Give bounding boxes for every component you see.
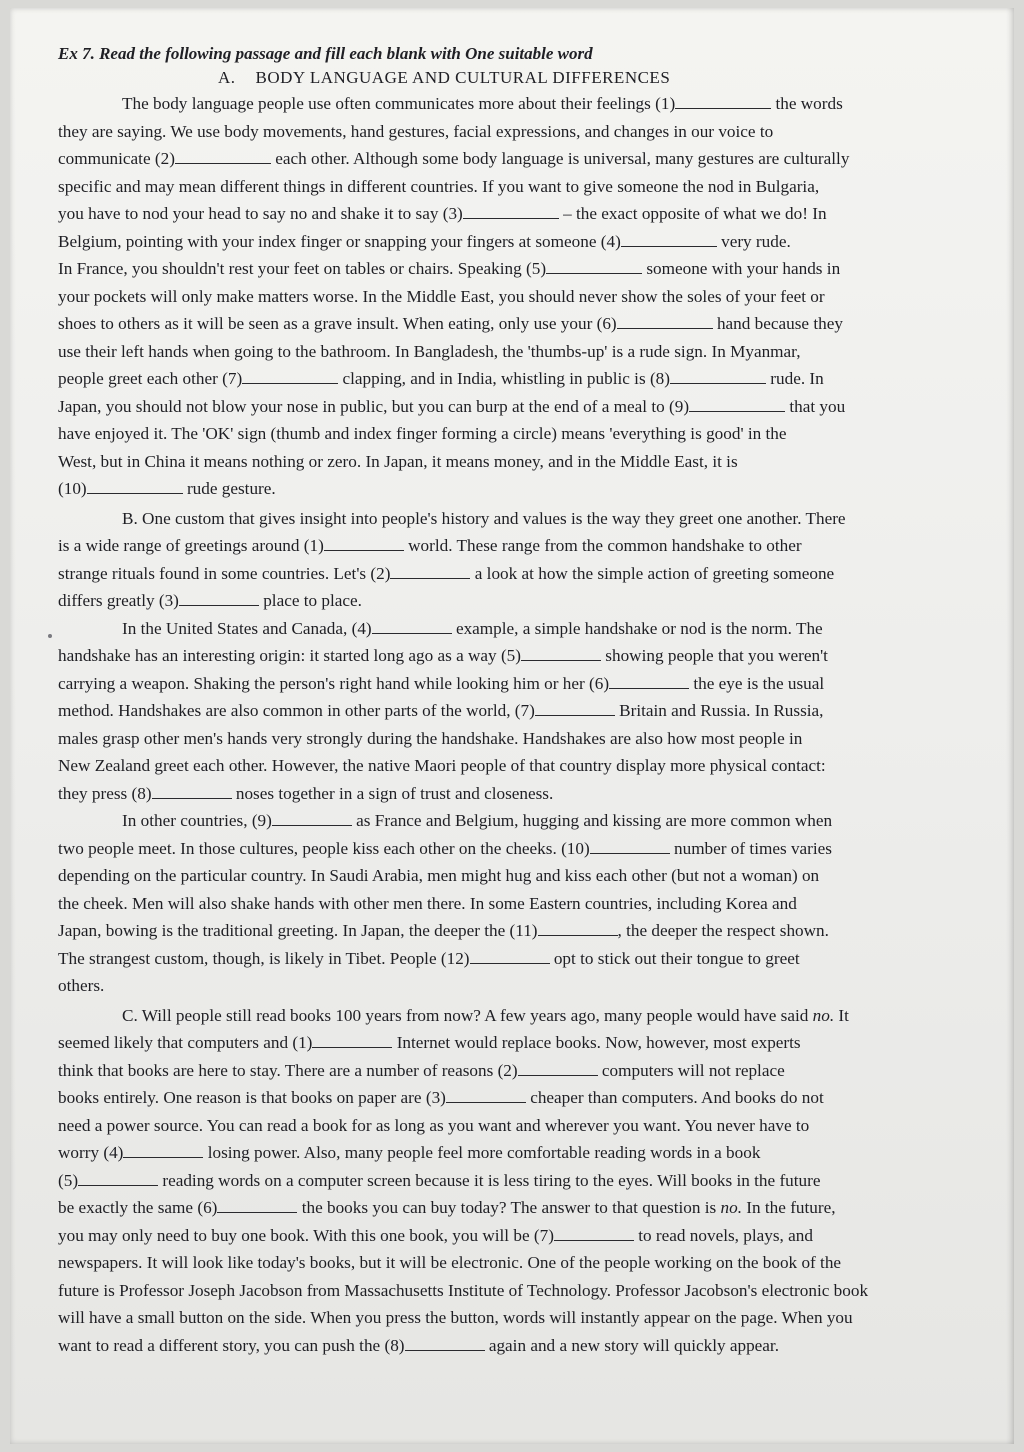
passage-line [58,615,998,643]
passage-line [58,890,998,918]
passage-text: the eye is the usual [689,673,825,693]
passage-line [58,1304,998,1332]
passage-text: cheaper than computers. And books do not [525,1088,824,1107]
fill-in-blank[interactable] [470,949,550,964]
passage-line [58,780,998,808]
passage-text: differs greatly [58,591,159,610]
passage-text: to read novels, plays, and [633,1225,813,1245]
fill-in-blank[interactable] [217,1198,297,1213]
passage-line [58,972,998,1000]
passage-text: someone with your hands in [642,259,841,278]
blank-number: (6) [589,673,610,693]
passage-text: rude. In [765,369,824,388]
passage-line [58,642,998,670]
fill-in-blank[interactable] [554,1226,634,1241]
fill-in-blank[interactable] [390,564,470,579]
passage-line [58,475,998,503]
fill-in-blank[interactable] [405,1336,485,1351]
passage-line [58,862,998,890]
passage-text: have enjoyed it. The 'OK' sign (thumb and index finger forming a circle) means 'everything is good' in the [58,424,787,443]
passage-text: you may only need to buy one book. With this one book, you will be [58,1225,534,1245]
passage-text: place to place. [258,591,362,610]
fill-in-blank[interactable] [372,619,452,634]
passage-text: be exactly the same [58,1198,198,1217]
passage-text: , the deeper the respect shown. [617,921,829,940]
passage-text: others. [58,976,105,995]
passage-text: New Zealand greet each other. However, the native Maori people of that country display more physical contact: [58,756,826,775]
section-c-passage [58,1002,998,1360]
passage-text: again and a new story will quickly appear. [484,1335,780,1355]
blank-number: (4) [600,231,621,251]
blank-number: (12) [440,948,470,968]
passage-text: Britain and Russia. In Russia, [614,701,824,720]
passage-line [58,1194,998,1222]
passage-text: the books you can buy today? The answer to that question is [297,1198,721,1217]
passage-line [58,393,998,421]
passage-text: is a wide range of greetings around [58,536,304,555]
fill-in-blank[interactable] [590,839,670,854]
blank-number: (7) [514,701,535,720]
blank-number: (4) [351,618,372,638]
passage-line [58,1029,998,1057]
blank-number: (2) [154,149,175,168]
passage-line [58,1002,998,1030]
blank-number: (8) [649,369,670,388]
passage-text: specific and may mean different things in different countries. If you want to give someone the nod in Bulgaria, [58,176,820,196]
passage-text: opt to stick out their tongue to greet [549,948,800,968]
passage-text: that you [785,396,846,416]
passage-text: In other countries, [122,811,252,830]
passage-line [58,90,998,118]
passage-text: B. One custom that gives insight into people's history and values is the way they greet one another. There [122,508,846,528]
blank-number: (5) [526,259,547,278]
passage-line [58,532,998,560]
passage-line [58,1249,998,1277]
passage-text: you have to nod your head to say no and shake it to say [58,204,443,223]
page-fold-shadow [1006,8,1014,1444]
fill-in-blank[interactable] [689,397,785,412]
fill-in-blank[interactable] [272,811,352,826]
section-a-passage [58,90,998,503]
passage-text: Japan, you should not blow your nose in public, but you can burp at the end of a meal to [58,396,669,416]
passage-text: a look at how the simple action of greeting someone [470,563,835,583]
passage-line [58,1277,998,1305]
blank-number: (3) [442,204,463,223]
passage-text: In France, you shouldn't rest your feet on tables or chairs. Speaking [58,259,526,278]
passage-line [58,1139,998,1167]
passage-text: The body language people use often communicates more about their feelings [122,94,656,113]
fill-in-blank[interactable] [242,369,338,384]
fill-in-blank[interactable] [463,204,559,219]
passage-text: carrying a weapon. Shaking the person's right hand while looking him or her [58,673,590,693]
passage-text: use their left hands when going to the bathroom. In Bangladesh, the 'thumbs-up' is a rude sign. In Myanmar, [58,341,801,361]
passage-line [58,1222,998,1250]
passage-line [58,310,998,338]
section-b-passage [58,505,998,1000]
blank-number: (8) [384,1335,405,1355]
blank-number: (10) [561,838,590,858]
passage-text: each other. Although some body language is universal, many gestures are culturally [270,149,850,168]
passage-text: example, a simple handshake or nod is the norm. The [451,618,823,638]
passage-line [58,1167,998,1195]
passage-text: depending on the particular country. In Saudi Arabia, men might hug and kiss each other (but not a woman) on [58,866,820,885]
blank-number: (11) [509,921,538,940]
passage-text: very rude. [716,231,791,251]
passage-text: they are saying. We use body movements, hand gestures, facial expressions, and changes in our voice to [58,121,774,141]
passage-line [58,448,998,476]
passage-text: the words [771,94,843,113]
passage-text: worry [58,1143,104,1162]
passage-line [58,365,998,393]
passage-line [58,752,998,780]
passage-line [58,917,998,945]
fill-in-blank[interactable] [609,674,689,689]
passage-text: males grasp other men's hands very strongly during the handshake. Handshakes are also how most people in [58,728,803,748]
fill-in-blank[interactable] [617,314,713,329]
passage-line [58,255,998,283]
fill-in-blank[interactable] [621,232,717,247]
section-a-title: BODY LANGUAGE AND CULTURAL DIFFERENCES [255,68,671,87]
passage-line [58,807,998,835]
passage-line [58,283,998,311]
blank-number: (6) [596,314,617,333]
section-a-heading [58,66,998,90]
passage-line [58,145,998,173]
worksheet-page [10,8,1014,1444]
passage-text: C. Will people still read books 100 years from now? A few years ago, many people would have said [122,1005,813,1025]
passage-line [58,697,998,725]
fill-in-blank[interactable] [535,701,615,716]
blank-number: (4) [103,1143,124,1162]
passage-line [58,560,998,588]
passage-text: In the future, [741,1198,836,1217]
italic-word: no. [720,1198,742,1217]
blank-number: (3) [158,591,179,610]
blank-number: (7) [222,369,243,388]
passage-line [58,1332,998,1360]
passage-text: strange rituals found in some countries. Let's [58,563,371,583]
section-a-letter: A. [218,68,236,87]
passage-text: communicate [58,149,155,168]
fill-in-blank[interactable] [175,149,271,164]
passage-line [58,1112,998,1140]
passage-text: rude gesture. [182,479,276,498]
fill-in-blank[interactable] [312,1033,392,1048]
passage-line [58,173,998,201]
blank-number: (1) [303,536,324,555]
fill-in-blank[interactable] [538,921,618,936]
fill-in-blank[interactable] [670,369,766,384]
passage-text: number of times varies [669,838,832,858]
blank-number: (2) [497,1060,518,1080]
passage-text: they press [58,783,132,803]
fill-in-blank[interactable] [518,1061,598,1076]
passage-line [58,945,998,973]
fill-in-blank[interactable] [446,1088,526,1103]
blank-number: (6) [197,1198,218,1217]
passage-text: showing people that you weren't [601,646,828,665]
worksheet-content [58,42,998,1359]
paper-mark [48,634,52,638]
exercise-title: Ex 7. Read the following passage and fill each blank with One suitable word [58,44,593,63]
passage-text: world. These range from the common handshake to other [403,536,802,555]
passage-text: want to read a different story, you can push the [58,1335,385,1355]
fill-in-blank[interactable] [546,259,642,274]
blank-number: (3) [425,1088,446,1107]
blank-number: (8) [131,783,152,803]
passage-text: Internet would replace books. Now, however, most experts [392,1033,801,1052]
passage-text: handshake has an interesting origin: it started long ago as a way [58,646,501,665]
blank-number: (9) [251,811,272,830]
blank-number: (10) [58,479,87,498]
blank-number: (2) [370,563,391,583]
passage-text: Japan, bowing is the traditional greeting. In Japan, the deeper the [58,921,510,940]
blank-number: (1) [292,1033,313,1052]
passage-text: shoes to others as it will be seen as a grave insult. When eating, only use your [58,314,597,333]
passage-text: will have a small button on the side. When you press the button, words will instantly appear on the page. When you [58,1308,853,1327]
blank-number: (1) [655,94,676,113]
passage-line [58,118,998,146]
passage-text: seemed likely that computers and [58,1033,293,1052]
passage-text: your pockets will only make matters worse. In the Middle East, you should never show the soles of your feet or [58,286,825,306]
passage-text: the cheek. Men will also shake hands with other men there. In some Eastern countries, including Korea and [58,893,797,913]
passage-text: losing power. Also, many people feel more comfortable reading words in a book [203,1143,761,1162]
fill-in-blank[interactable] [78,1171,158,1186]
fill-in-blank[interactable] [675,94,771,109]
passage-text: West, but in China it means nothing or zero. In Japan, it means money, and in the Middle East, it is [58,451,738,471]
passage-line [58,725,998,753]
passage-text: clapping, and in India, whistling in public is [338,369,650,388]
passage-text: It [834,1005,849,1025]
passage-text: noses together in a sign of trust and closeness. [231,783,554,803]
passage-text: people greet each other [58,369,223,388]
fill-in-blank[interactable] [179,591,259,606]
blank-number: (9) [669,396,690,416]
passage-text: as France and Belgium, hugging and kissing are more common when [351,811,833,830]
passage-text: In the United States and Canada, [122,618,352,638]
passage-line [58,835,998,863]
passage-text: hand because they [712,314,843,333]
passage-line [58,420,998,448]
passage-text: Belgium, pointing with your index finger or snapping your fingers at someone [58,231,601,251]
passage-line [58,338,998,366]
passage-line [58,1084,998,1112]
fill-in-blank[interactable] [521,646,601,661]
blank-number: (7) [533,1225,554,1245]
passage-text: books entirely. One reason is that books on paper are [58,1088,426,1107]
passage-text: think that books are here to stay. There are a number of reasons [58,1060,498,1080]
passage-line [58,505,998,533]
passage-text: method. Handshakes are also common in other parts of the world, [58,701,515,720]
passage-text: – the exact opposite of what we do! In [558,204,827,223]
passage-line [58,1057,998,1085]
blank-number: (5) [500,646,521,665]
passage-text: computers will not replace [597,1060,785,1080]
passage-line [58,587,998,615]
blank-number: (5) [58,1170,79,1190]
passage-text: reading words on a computer screen because it is less tiring to the eyes. Will books in the future [158,1170,821,1190]
passage-text: two people meet. In those cultures, people kiss each other on the cheeks. [58,838,562,858]
passage-text: future is Professor Joseph Jacobson from Massachusetts Institute of Technology. Professor Jacobson's electronic book [58,1280,869,1300]
passage-text: newspapers. It will look like today's books, but it will be electronic. One of the people working on the book of the [58,1253,842,1272]
fill-in-blank[interactable] [152,784,232,799]
italic-word: no. [812,1005,835,1025]
passage-text: The strangest custom, though, is likely in Tibet. People [58,948,441,968]
passage-line [58,228,998,256]
passage-text: need a power source. You can read a book for as long as you want and wherever you want. You never have to [58,1115,810,1135]
fill-in-blank[interactable] [123,1143,203,1158]
passage-line [58,200,998,228]
fill-in-blank[interactable] [87,479,183,494]
fill-in-blank[interactable] [324,536,404,551]
passage-line [58,670,998,698]
